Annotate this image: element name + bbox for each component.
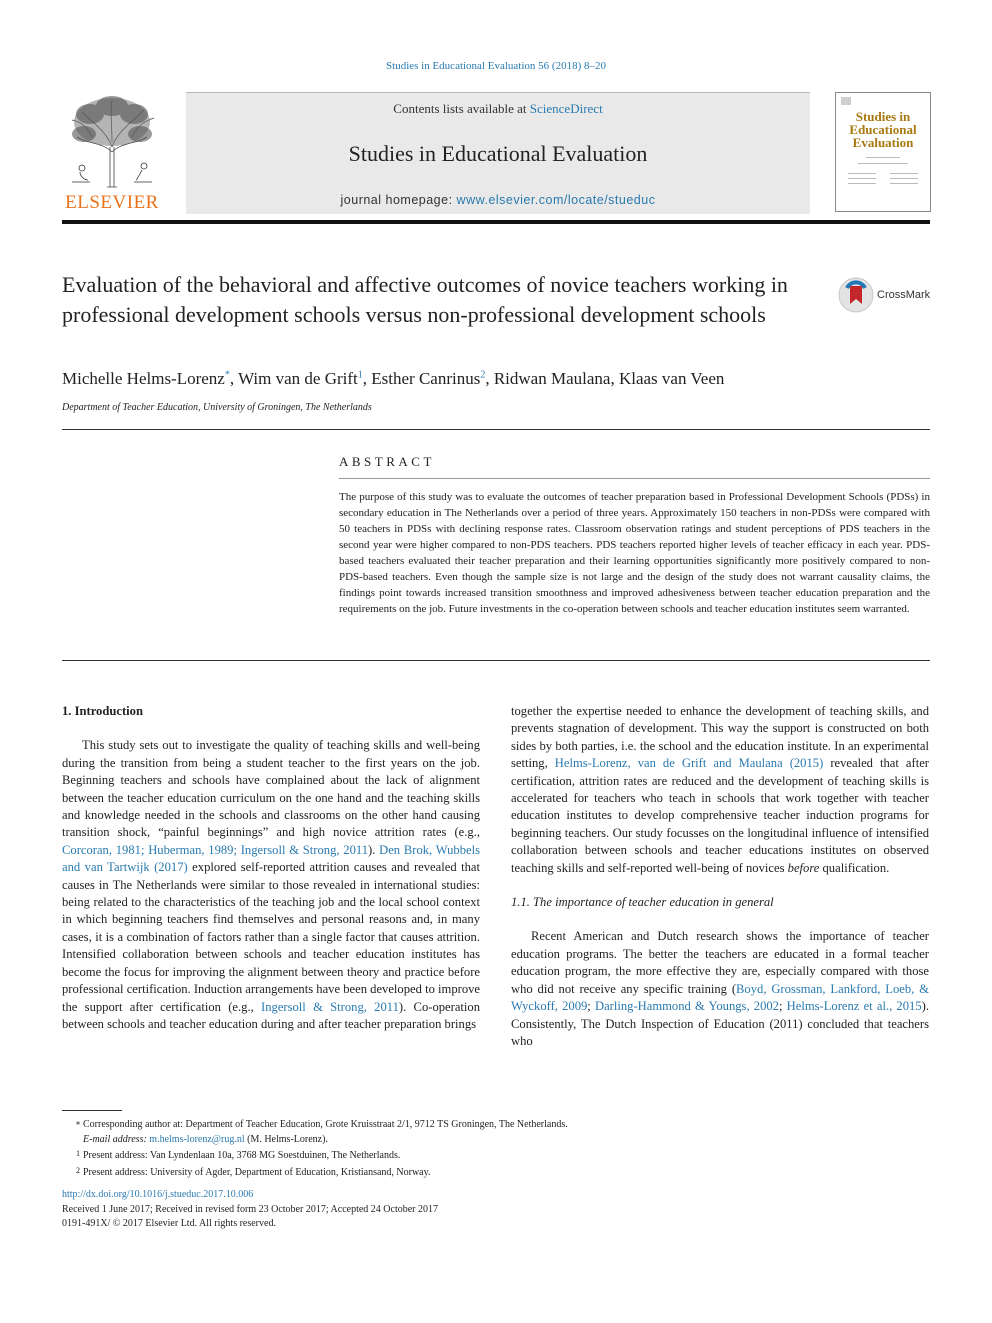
email-label: E-mail address: <box>83 1133 150 1145</box>
body-paragraph <box>62 737 480 1033</box>
author-name[interactable]: Ridwan Maulana <box>493 369 611 388</box>
footnote-corresponding <box>62 1116 930 1133</box>
section-heading: 1. Introduction <box>62 704 143 718</box>
cover-title-line-3: Evaluation <box>852 135 914 150</box>
cover-line <box>890 173 918 174</box>
cover-line <box>848 173 876 174</box>
abstract-heading: ABSTRACT <box>339 454 435 469</box>
footnote-mark: 2 <box>76 1165 80 1175</box>
citation-link[interactable]: Darling-Hammond & Youngs, 2002 <box>594 999 779 1014</box>
cover-logo-icon <box>841 97 851 105</box>
author-list: Michelle Helms-Lorenz*, Wim van de Grift$^1$, Esther Canrinus$^2$, Ridwan Maulana, Klaas van Veen <box>62 369 725 388</box>
affiliation: Department of Teacher Education, University of Groningen, The Netherlands <box>62 402 372 413</box>
footnote-rule <box>62 1110 122 1111</box>
crossmark-label: CrossMark <box>877 289 931 301</box>
footnote-1 <box>62 1147 930 1164</box>
footnote-text: Corresponding author at: Department of Teacher Education, Grote Kruisstraat 2/1, 9712 TS Groningen, The Netherlands. <box>83 1119 568 1130</box>
homepage-prefix: journal homepage: <box>340 193 457 207</box>
body-paragraph <box>511 928 929 1050</box>
cover-line <box>848 183 876 184</box>
elsevier-wordmark: ELSEVIER <box>65 192 159 213</box>
cover-title <box>840 110 926 149</box>
cover-line <box>866 157 900 158</box>
email-link[interactable]: m.helms-lorenz@rug.nl <box>149 1133 245 1145</box>
author-name[interactable]: Esther Canrinus <box>371 369 481 388</box>
body-text: ). <box>368 842 380 857</box>
author-name[interactable]: Klaas van Veen <box>618 369 725 388</box>
body-text: revealed that after certification, attrition rates are reduced and the development of teaching skills is accelerated for teachers who teach in schools that work together with teacher education institutes to develop comprehensive teacher induction programs for beginning teachers. Our study focusses on the longitudinal influence of intensified collaboration between schools and teacher educations institutes on observed teaching skills and self-reported well-being of novices <box>511 756 929 875</box>
footnotes <box>62 1116 930 1180</box>
footnote-text: (M. Helms-Lorenz). <box>244 1133 328 1145</box>
body-text: explored self-reported attrition causes and revealed that causes in The Netherlands were similar to those revealed in international studies: being related to the characteristics of the teaching job and the local school context in which beginning teachers find themselves and personal reasons and, in many cases, it is a combination of factors rather than a single factor that causes attrition. Intensified collaboration between schools and teacher education institutes has become the focus for improving the alignment between theory and practice before professional certification. Induction arrangements have been developed to improve the support after certification (e.g., <box>62 860 480 1014</box>
footnote-text: Present address: University of Agder, Department of Education, Kristiansand, Norway. <box>83 1166 431 1178</box>
divider <box>339 478 930 479</box>
cover-title-line-2: Educational <box>849 122 917 137</box>
subsection-heading: 1.1. The importance of teacher education in general <box>511 895 774 910</box>
divider <box>62 429 930 430</box>
author-name[interactable]: Michelle Helms-Lorenz <box>62 369 225 388</box>
body-text: qualification. <box>819 860 890 875</box>
homepage-link[interactable]: www.elsevier.com/locate/stueduc <box>456 193 656 207</box>
journal-citation[interactable]: Studies in Educational Evaluation 56 (2018) 8–20 <box>386 60 606 72</box>
citation-link[interactable]: Ingersoll & Strong, 2011 <box>261 999 399 1014</box>
body-text: ). Consistently, The Dutch Inspection of Education (2011) concluded that teachers who <box>511 999 929 1048</box>
cover-line <box>858 163 908 164</box>
body-paragraph <box>511 703 929 877</box>
footnote-mark: ⁎ <box>76 1118 80 1127</box>
contents-line <box>186 101 810 117</box>
author-mark[interactable]: * <box>224 369 230 381</box>
copyright-line: 0191-491X/ © 2017 Elsevier Ltd. All rights reserved. <box>62 1218 276 1229</box>
left-column <box>62 703 480 1033</box>
footnote-email <box>62 1133 930 1148</box>
body-text: Recent American and Dutch research shows the importance of teacher education programs. The better the teachers are educated in a formal teacher education program, the more effective they are, especially compared with those who did not receive any specific training ( <box>511 929 929 996</box>
divider <box>62 660 930 661</box>
contents-prefix: Contents lists available at <box>393 101 530 116</box>
journal-cover-thumbnail[interactable] <box>835 92 931 212</box>
sciencedirect-link[interactable]: ScienceDirect <box>529 101 603 116</box>
citation-link[interactable]: Den Brok, Wubbels and van Tartwijk (2017) <box>62 842 480 875</box>
header-rule <box>62 220 930 224</box>
cover-title-line-1: Studies in <box>855 109 911 124</box>
footnote-2 <box>62 1164 930 1181</box>
doi-link[interactable]: http://dx.doi.org/10.1016/j.stueduc.2017.10.006 <box>62 1189 254 1200</box>
footnote-mark: 1 <box>76 1149 80 1158</box>
article-title: Evaluation of the behavioral and affective outcomes of novice teachers working in professional development schools versus non-professional development schools <box>62 272 788 327</box>
right-column <box>511 703 929 1050</box>
cover-line <box>890 183 918 184</box>
body-text: This study sets out to investigate the quality of teaching skills and well-being during the transition from being a student teacher to the first years on the job. Beginning teachers and schools have complained about the lack of alignment between the teacher education curriculum on the one hand and the teaching skills and knowledge needed in the schools and classrooms on the other hand causing transition shock, “painful beginnings” and high novice attrition rates (e.g., <box>62 738 480 840</box>
cover-line <box>848 178 876 179</box>
body-text: ). Co-operation between schools and teacher education during and after teacher preparation brings <box>62 999 480 1031</box>
publication-info <box>62 1188 930 1232</box>
abstract-text: The purpose of this study was to evaluate the outcomes of teacher preparation based in Professional Development Schools (PDSs) in secondary education in The Netherlands over a period of three years. Approximately 150 teachers in non-PDSs were compared with 50 teachers in PDSs with declining response rates. Classroom observation ratings and student perceptions of PDS teachers in the second year were higher compared to non-PDS teachers. PDS teachers reported higher levels of teacher efficacy in each year. PDS-based teachers evaluated their teacher preparation and their learning opportunities significantly more positively compared to non-PDS-based teachers. Even though the sample size is not large and the design of the study does not warrant causality claims, the findings point towards increased transition smoothness and improved adhesiveness between teacher education preparation and the requirements on the job. Future investments in the co-operation between schools and teacher education institutes seem warranted. <box>339 491 930 615</box>
banner-rule <box>186 92 810 93</box>
footnote-text: Present address: Van Lyndenlaan 10a, 3768 MG Soestduinen, The Netherlands. <box>83 1150 401 1161</box>
citation-link[interactable]: Boyd, Grossman, Lankford, Loeb, & Wyckoff, 2009 <box>511 981 930 1014</box>
publication-dates: Received 1 June 2017; Received in revised form 23 October 2017; Accepted 24 October 2017 <box>62 1203 439 1215</box>
cover-line <box>890 178 918 179</box>
journal-title: Studies in Educational Evaluation <box>348 141 648 166</box>
citation-link[interactable]: Helms-Lorenz, van de Grift and Maulana (2015) <box>554 756 824 771</box>
citation-link[interactable]: Corcoran, 1981; Huberman, 1989; Ingersoll & Strong, 2011 <box>62 842 369 857</box>
journal-homepage <box>186 193 810 207</box>
body-text: ; <box>778 999 787 1014</box>
author-name[interactable]: Wim van de Grift <box>238 369 358 388</box>
body-text: together the expertise needed to enhance the development of teaching skills, and prevents stagnation of development. This way the support is constructed on both sides by both parties, i.e. the school and the education institute. In an experimental setting, <box>511 704 929 771</box>
citation-link[interactable]: Helms-Lorenz et al., 2015 <box>786 999 922 1014</box>
author-mark[interactable]: 2 <box>480 369 486 381</box>
body-text: ; <box>587 999 595 1014</box>
author-mark[interactable]: 1 <box>357 369 363 381</box>
crossmark-icon <box>837 276 875 314</box>
body-text-italic: before <box>787 860 820 875</box>
